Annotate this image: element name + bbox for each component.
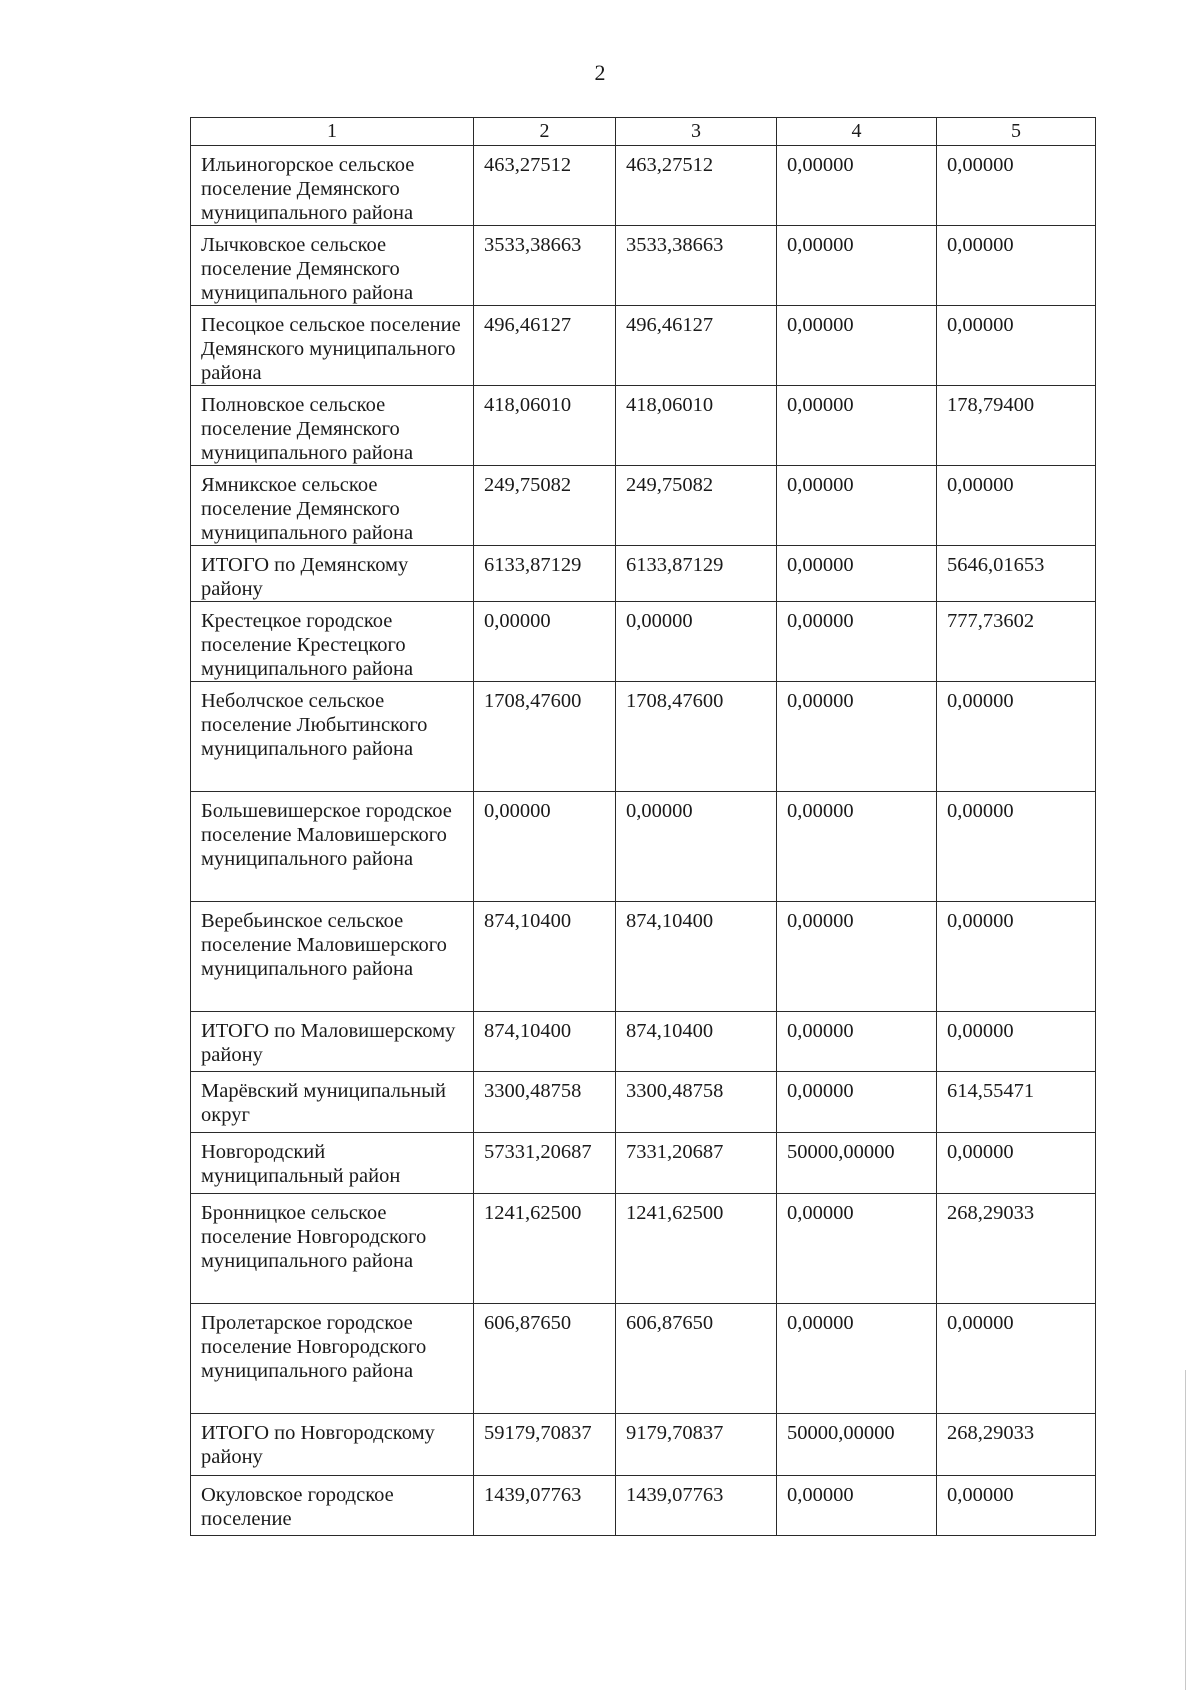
table-row — [191, 1072, 1096, 1133]
table-row — [191, 1194, 1096, 1304]
row-name: Ильиногорское сельское поселение Демянского муниципального района — [191, 146, 474, 226]
column-header-1: 1 — [191, 118, 474, 146]
row-value-col2: 606,87650 — [474, 1304, 616, 1414]
table-row — [191, 386, 1096, 466]
row-name: Полновское сельское поселение Демянского муниципального района — [191, 386, 474, 466]
row-name: Марёвский муниципальный округ — [191, 1072, 474, 1133]
row-value-col3: 3300,48758 — [616, 1072, 777, 1133]
row-value-col2: 0,00000 — [474, 792, 616, 902]
row-value-col5: 0,00000 — [937, 306, 1096, 386]
row-name: Ямникское сельское поселение Демянского муниципального района — [191, 466, 474, 546]
row-name: ИТОГО по Новгородскому району — [191, 1414, 474, 1476]
row-value-col4: 0,00000 — [777, 1476, 937, 1536]
table-row-total — [191, 1414, 1096, 1476]
row-value-col2: 0,00000 — [474, 602, 616, 682]
table-row — [191, 902, 1096, 1012]
row-value-col3: 874,10400 — [616, 1012, 777, 1072]
row-value-col2: 418,06010 — [474, 386, 616, 466]
row-name: ИТОГО по Демянскому району — [191, 546, 474, 602]
row-value-col4: 0,00000 — [777, 1304, 937, 1414]
row-value-col3: 606,87650 — [616, 1304, 777, 1414]
row-value-col2: 3300,48758 — [474, 1072, 616, 1133]
column-header-2: 2 — [474, 118, 616, 146]
row-value-col4: 0,00000 — [777, 146, 937, 226]
budget-table — [190, 117, 1096, 1536]
row-value-col3: 9179,70837 — [616, 1414, 777, 1476]
table-row-total — [191, 546, 1096, 602]
table-header-row — [191, 118, 1096, 146]
row-name: Веребьинское сельское поселение Маловишерского муниципального района — [191, 902, 474, 1012]
row-name: Бронницкое сельское поселение Новгородского муниципального района — [191, 1194, 474, 1304]
table-row-total — [191, 1012, 1096, 1072]
row-value-col2: 6133,87129 — [474, 546, 616, 602]
row-value-col5: 777,73602 — [937, 602, 1096, 682]
row-value-col4: 0,00000 — [777, 1012, 937, 1072]
row-value-col5: 0,00000 — [937, 226, 1096, 306]
row-value-col4: 0,00000 — [777, 466, 937, 546]
row-value-col5: 0,00000 — [937, 1304, 1096, 1414]
table-row — [191, 306, 1096, 386]
row-value-col3: 1241,62500 — [616, 1194, 777, 1304]
row-value-col2: 1708,47600 — [474, 682, 616, 792]
row-name: Неболчское сельское поселение Любытинского муниципального района — [191, 682, 474, 792]
row-name: Лычковское сельское поселение Демянского муниципального района — [191, 226, 474, 306]
table-row — [191, 1476, 1096, 1536]
row-value-col4: 0,00000 — [777, 226, 937, 306]
row-value-col4: 50000,00000 — [777, 1133, 937, 1194]
row-value-col5: 0,00000 — [937, 682, 1096, 792]
row-value-col5: 268,29033 — [937, 1414, 1096, 1476]
row-value-col5: 614,55471 — [937, 1072, 1096, 1133]
table-row — [191, 466, 1096, 546]
row-value-col3: 0,00000 — [616, 792, 777, 902]
row-value-col4: 0,00000 — [777, 682, 937, 792]
row-value-col4: 0,00000 — [777, 602, 937, 682]
row-value-col3: 496,46127 — [616, 306, 777, 386]
row-value-col5: 0,00000 — [937, 1012, 1096, 1072]
row-value-col4: 0,00000 — [777, 902, 937, 1012]
row-value-col3: 418,06010 — [616, 386, 777, 466]
row-value-col3: 463,27512 — [616, 146, 777, 226]
row-value-col3: 874,10400 — [616, 902, 777, 1012]
row-name: Пролетарское городское поселение Новгородского муниципального района — [191, 1304, 474, 1414]
row-value-col3: 1708,47600 — [616, 682, 777, 792]
row-value-col5: 0,00000 — [937, 902, 1096, 1012]
row-value-col4: 50000,00000 — [777, 1414, 937, 1476]
row-value-col4: 0,00000 — [777, 546, 937, 602]
table-row — [191, 792, 1096, 902]
row-value-col5: 5646,01653 — [937, 546, 1096, 602]
row-name: ИТОГО по Маловишерскому району — [191, 1012, 474, 1072]
table-row — [191, 1304, 1096, 1414]
row-value-col4: 0,00000 — [777, 792, 937, 902]
row-value-col2: 1241,62500 — [474, 1194, 616, 1304]
row-value-col2: 874,10400 — [474, 1012, 616, 1072]
row-value-col5: 0,00000 — [937, 1476, 1096, 1536]
table-row — [191, 226, 1096, 306]
row-value-col4: 0,00000 — [777, 1194, 937, 1304]
row-name: Крестецкое городское поселение Крестецкого муниципального района — [191, 602, 474, 682]
row-value-col3: 0,00000 — [616, 602, 777, 682]
column-header-5: 5 — [937, 118, 1096, 146]
row-value-col5: 268,29033 — [937, 1194, 1096, 1304]
column-header-4: 4 — [777, 118, 937, 146]
row-value-col2: 496,46127 — [474, 306, 616, 386]
row-value-col2: 463,27512 — [474, 146, 616, 226]
row-name: Новгородский муниципальный район — [191, 1133, 474, 1194]
row-value-col4: 0,00000 — [777, 1072, 937, 1133]
row-value-col2: 1439,07763 — [474, 1476, 616, 1536]
row-value-col5: 178,79400 — [937, 386, 1096, 466]
row-value-col3: 7331,20687 — [616, 1133, 777, 1194]
row-value-col4: 0,00000 — [777, 306, 937, 386]
row-value-col2: 874,10400 — [474, 902, 616, 1012]
row-value-col5: 0,00000 — [937, 1133, 1096, 1194]
column-header-3: 3 — [616, 118, 777, 146]
row-value-col5: 0,00000 — [937, 146, 1096, 226]
table-row — [191, 1133, 1096, 1194]
scan-artifact-line — [1185, 1370, 1186, 1690]
row-value-col2: 57331,20687 — [474, 1133, 616, 1194]
row-value-col3: 3533,38663 — [616, 226, 777, 306]
row-value-col3: 249,75082 — [616, 466, 777, 546]
row-value-col4: 0,00000 — [777, 386, 937, 466]
row-value-col5: 0,00000 — [937, 792, 1096, 902]
row-name: Окуловское городское поселение — [191, 1476, 474, 1536]
table-row — [191, 682, 1096, 792]
row-value-col5: 0,00000 — [937, 466, 1096, 546]
row-name: Песоцкое сельское поселение Демянского муниципального района — [191, 306, 474, 386]
row-value-col3: 1439,07763 — [616, 1476, 777, 1536]
page-number: 2 — [594, 60, 606, 85]
row-value-col2: 59179,70837 — [474, 1414, 616, 1476]
row-name: Большевишерское городское поселение Маловишерского муниципального района — [191, 792, 474, 902]
table-row — [191, 602, 1096, 682]
row-value-col2: 3533,38663 — [474, 226, 616, 306]
table-row — [191, 146, 1096, 226]
row-value-col2: 249,75082 — [474, 466, 616, 546]
row-value-col3: 6133,87129 — [616, 546, 777, 602]
